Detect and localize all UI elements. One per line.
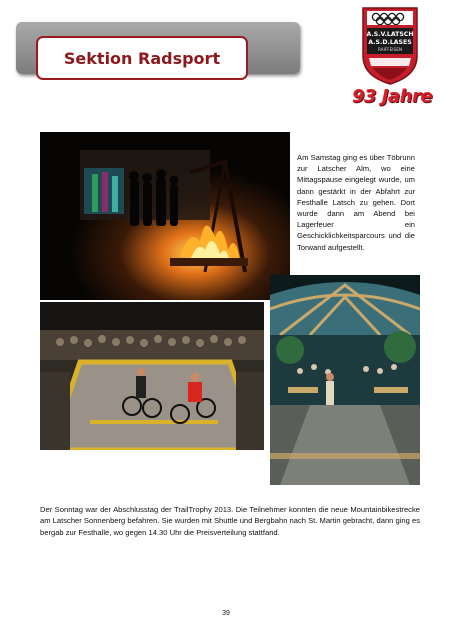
photo-skills-course xyxy=(40,302,264,450)
photo-festival-hall xyxy=(270,275,420,485)
section-title: Sektion Radsport xyxy=(63,48,221,68)
logo-line-1: A.S.V.LATSCH xyxy=(366,31,414,38)
anniversary-badge: 93 Jahre xyxy=(352,86,433,107)
article-paragraph-sunday: Der Sonntag war der Abschlusstag der TrailTrophy 2013. Die Teilnehmer konnten die neue Mountainbikestrecke am Latscher Sonnenberg befahren. Sie wurden mit Shuttle und Bergbahn nach St. Martin gebracht, dann ging es bergab zur Festhalle, wo gegen 14.30 Uhr die Preisverteilung stattfand. xyxy=(40,505,420,537)
logo-line-2: A.S.D.LASES xyxy=(368,39,412,46)
photo-campfire-evening xyxy=(40,132,290,300)
page-number: 39 xyxy=(222,610,230,617)
club-crest-logo xyxy=(361,6,419,86)
article-paragraph-saturday: Am Samstag ging es über Töbrunn zur Latscher Alm, wo eine Mittagspause eingelegt wurde, um dann gestärkt in der Abfahrt zur Festhalle Latsch zu gehen. Dort wurde dann am Abend bei Lagerfeuer ein Geschicklichkeitsparcours und die Torwand aufgestellt. xyxy=(297,153,415,252)
section-title-box xyxy=(36,36,248,80)
logo-line-3: RAIFFEISEN xyxy=(378,47,402,52)
